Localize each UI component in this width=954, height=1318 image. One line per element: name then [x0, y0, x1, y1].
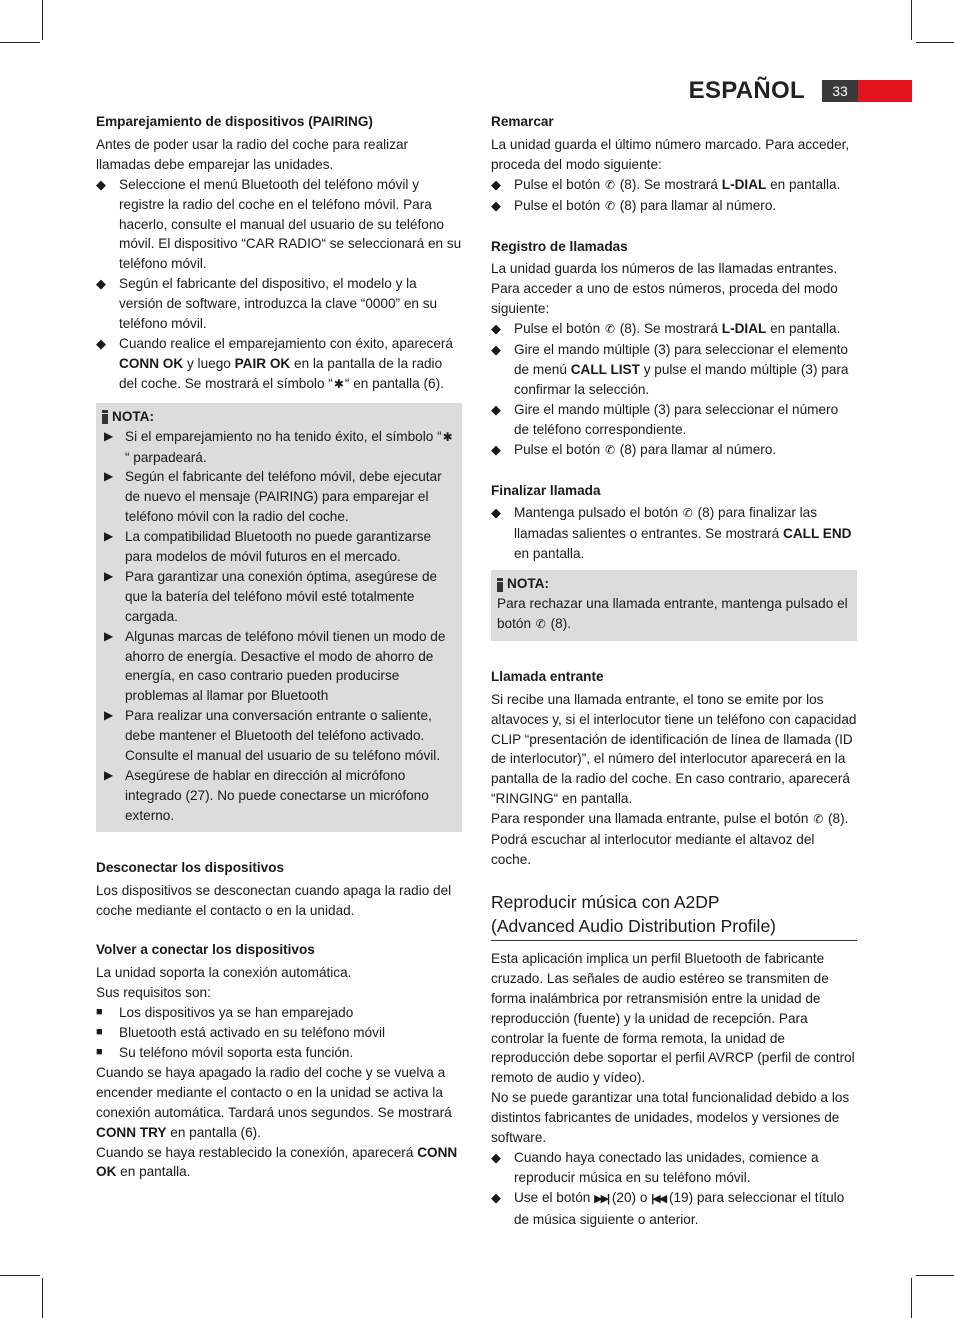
a2dp-para: Esta aplicación implica un perfil Bluetooth de fabricante cruzado. Las señales de audio estéreo se transmiten de forma inalámbrica por retransmisión entre la unidad de reproducción (fuente) y la unidad de recepción. Para controlar la fuente de forma remota, la unidad de reproducción debe soportar el perfil AVRCP (perfil de control remoto de audio y vídeo). — [491, 950, 855, 1086]
list-item: ▶ La compatibilidad Bluetooth no puede garantizarse para modelos de móvil futuros en el mercado. — [96, 527, 456, 567]
page-number: 33 — [822, 80, 858, 102]
log-heading: Registro de llamadas — [491, 238, 628, 254]
note-header: NOTA: — [491, 574, 851, 594]
a2dp-section-title: Reproducir música con A2DP (Advanced Audio Distribution Profile) — [491, 890, 857, 941]
note-text: Para rechazar una llamada entrante, mantenga pulsado el botón ✆ (8). — [491, 594, 851, 635]
list-item: ◆ Gire el mando múltiple (3) para seleccionar el número de teléfono correspondiente. — [491, 400, 857, 440]
list-item: ▶ Algunas marcas de teléfono móvil tienen un modo de ahorro de energía. Desactive el modo de ahorro de energía, en caso contrario pueden producirse problemas al llamar por Bluetooth — [96, 627, 456, 707]
list-item: ▶ Si el emparejamiento no ha tenido éxito, el símbolo “✱“ parpadeará. — [96, 427, 456, 468]
list-item: ◆ Pulse el botón ✆ (8) para llamar al número. — [491, 196, 857, 217]
skip-forward-icon: ▶▶| — [594, 1192, 609, 1205]
list-item: ◆ Pulse el botón ✆ (8). Se mostrará L-DIAL en pantalla. — [491, 175, 857, 196]
end-steps — [491, 503, 857, 564]
crop-mark — [0, 1275, 40, 1276]
list-item: ■ Bluetooth está activado en su teléfono móvil — [96, 1023, 462, 1043]
phone-icon: ✆ — [604, 177, 615, 192]
reconnect-para: Cuando se haya restablecido la conexión, aparecerá CONN OK en pantalla. — [96, 1144, 458, 1180]
redial-steps — [491, 175, 857, 217]
list-item: ■ Los dispositivos ya se han emparejado — [96, 1003, 462, 1023]
requirements-list — [96, 1003, 462, 1063]
incoming-heading: Llamada entrante — [491, 668, 604, 684]
crop-mark — [916, 42, 954, 43]
reconnect-para: Cuando se haya apagado la radio del coche y se vuelva a encender mediante el contacto o en la unidad se activa la conexión automática. Tardará unos segundos. Se mostrará CONN TRY en pantalla (6). — [96, 1064, 452, 1140]
info-icon — [102, 410, 108, 423]
list-item: ▶ Según el fabricante del teléfono móvil, debe ejecutar de nuevo el mensaje (PAIRING) para emparejar el teléfono móvil con la radio del coche. — [96, 467, 456, 527]
note-list — [96, 427, 456, 826]
list-item: ◆ Cuando realice el emparejamiento con éxito, aparecerá CONN OK y luego PAIR OK en la pantalla de la radio del coche. Se mostrará el símbolo “✱“ en pantalla (6). — [96, 334, 462, 395]
list-item: ◆ Según el fabricante del dispositivo, el modelo y la versión de software, introduzca la clave “0000” en su teléfono móvil. — [96, 274, 462, 334]
pairing-steps — [96, 175, 462, 395]
phone-icon: ✆ — [604, 322, 615, 337]
crop-mark — [911, 0, 912, 40]
skip-back-icon: |◀◀ — [651, 1192, 666, 1205]
note-header: NOTA: — [96, 407, 456, 427]
phone-icon: ✆ — [604, 442, 615, 457]
list-item: ◆ Seleccione el menú Bluetooth del teléfono móvil y registre la radio del coche en el teléfono móvil. Para hacerlo, consulte el manual del usuario de su teléfono móvil. El dispositivo “CAR RADIO“ se seleccionará en su teléfono móvil. — [96, 175, 462, 275]
phone-icon: ✆ — [813, 812, 824, 827]
phone-icon: ✆ — [682, 506, 693, 521]
right-column — [491, 112, 857, 1230]
incoming-para: Para responder una llamada entrante, pulse el botón ✆ (8). Podrá escuchar al interlocutor mediante el altavoz del coche. — [491, 811, 849, 867]
a2dp-steps — [491, 1148, 857, 1230]
pairing-intro: Antes de poder usar la radio del coche para realizar llamadas debe emparejar las unidades. — [96, 136, 409, 172]
info-icon — [497, 578, 503, 591]
crop-mark — [911, 1278, 912, 1318]
list-item: ◆ Mantenga pulsado el botón ✆ (8) para finalizar las llamadas salientes o entrantes. Se mostrará CALL END en pantalla. — [491, 503, 857, 564]
header-red-bar — [858, 80, 912, 102]
log-text: La unidad guarda los números de las llamadas entrantes. Para acceder a uno de estos números, proceda del modo siguiente: — [491, 261, 838, 317]
list-item: ◆ Gire el mando múltiple (3) para seleccionar el elemento de menú CALL LIST y pulse el mando múltiple (3) para confirmar la selección. — [491, 340, 857, 400]
end-heading: Finalizar llamada — [491, 482, 601, 498]
list-item: ◆ Use el botón ▶▶| (20) o |◀◀ (19) para seleccionar el título de música siguiente o anterior. — [491, 1188, 857, 1230]
reconnect-line: Sus requisitos son: — [96, 985, 211, 1001]
note-box — [96, 403, 462, 832]
a2dp-para: No se puede garantizar una total funcionalidad debido a los distintos fabricantes de unidades, modelos y versiones de software. — [491, 1090, 850, 1146]
left-column — [96, 112, 462, 1182]
log-steps — [491, 319, 857, 460]
disconnect-heading: Desconectar los dispositivos — [96, 859, 285, 875]
reconnect-line: La unidad soporta la conexión automática. — [96, 965, 352, 981]
list-item: ◆ Pulse el botón ✆ (8) para llamar al número. — [491, 440, 857, 461]
phone-icon: ✆ — [535, 616, 546, 631]
list-item: ▶ Para realizar una conversación entrante o saliente, debe mantener el Bluetooth del teléfono activado. Consulte el manual del usuario de su teléfono móvil. — [96, 706, 456, 766]
disconnect-text: Los dispositivos se desconectan cuando apaga la radio del coche mediante el contacto o en la unidad. — [96, 882, 452, 918]
list-item: ◆ Pulse el botón ✆ (8). Se mostrará L-DIAL en pantalla. — [491, 319, 857, 340]
crop-mark — [42, 0, 43, 40]
reconnect-heading: Volver a conectar los dispositivos — [96, 942, 315, 958]
redial-text: La unidad guarda el último número marcado. Para acceder, proceda del modo siguiente: — [491, 136, 850, 172]
bluetooth-icon: ✱ — [333, 376, 344, 391]
incoming-para: Si recibe una llamada entrante, el tono se emite por los altavoces y, si el interlocutor tiene un teléfono con capacidad CLIP “presentación de identificación de línea de llamada (ID de interlocutor)”, el número del interlocutor aparecerá en la pantalla de la radio del coche. En caso contrario, aparecerá “RINGING“ en pantalla. — [491, 691, 857, 807]
note-box — [491, 570, 857, 641]
list-item: ▶ Para garantizar una conexión óptima, asegúrese de que la batería del teléfono móvil esté totalmente cargada. — [96, 567, 456, 627]
list-item: ◆ Cuando haya conectado las unidades, comience a reproducir música en su teléfono móvil. — [491, 1148, 857, 1188]
bluetooth-icon: ✱ — [442, 429, 453, 444]
list-item: ▶ Asegúrese de hablar en dirección al micrófono integrado (27). No puede conectarse un micrófono externo. — [96, 766, 456, 826]
crop-mark — [42, 1278, 43, 1318]
redial-heading: Remarcar — [491, 114, 554, 129]
crop-mark — [916, 1275, 954, 1276]
crop-mark — [0, 42, 40, 43]
language-title: ESPAÑOL — [688, 77, 805, 104]
phone-icon: ✆ — [604, 198, 615, 213]
list-item: ■ Su teléfono móvil soporta esta función. — [96, 1043, 462, 1063]
pairing-heading: Emparejamiento de dispositivos (PAIRING) — [96, 114, 373, 129]
